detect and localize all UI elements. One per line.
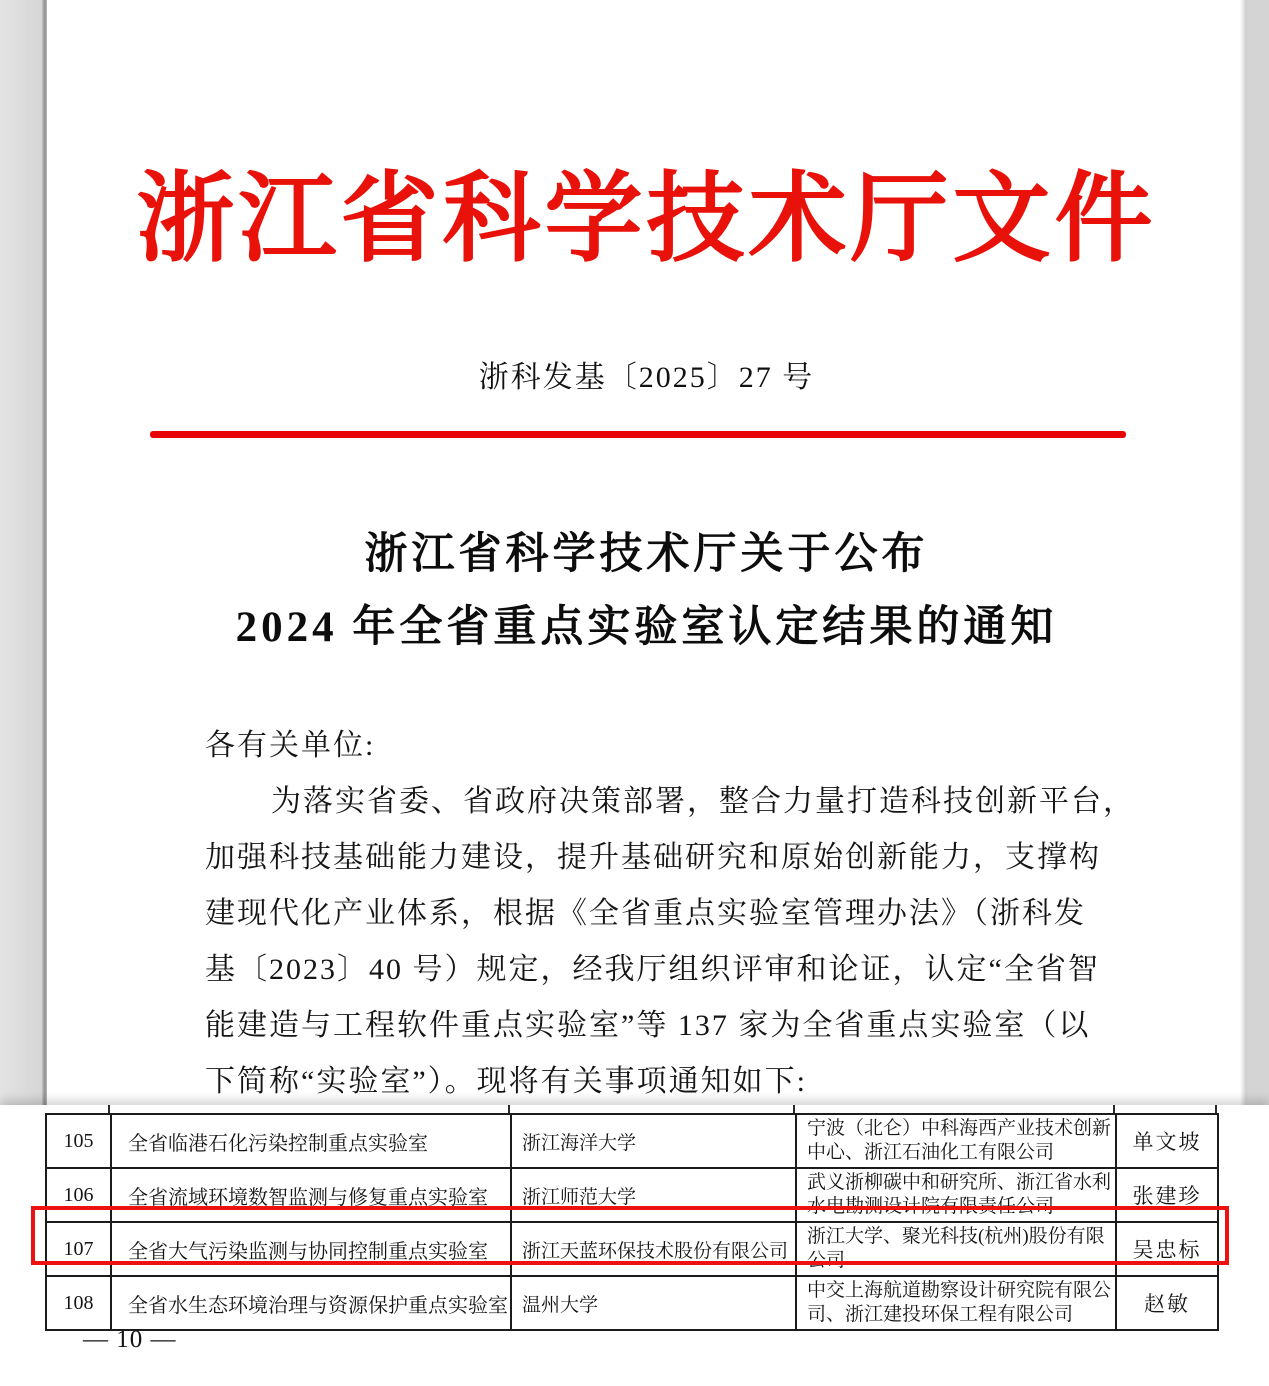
page-number: — 10 — [83,1326,177,1353]
desktop-margin-left [0,0,42,1108]
notice-headline [46,518,1247,664]
notice-headline-line1: 浙江省科学技术厅关于公布 [364,531,929,578]
table-row [46,1168,1218,1222]
cell-host-org: 浙江师范大学 [511,1168,796,1222]
salutation: 各有关单位: [205,729,376,762]
body-line: 基〔2023〕40 号）规定，经我厅组织评审和论证，认定“全省智 [205,953,1100,986]
body-line: 下简称“实验室”）。现将有关事项通知如下: [205,1065,807,1098]
cell-row-number: 106 [46,1168,111,1222]
body-line: 加强科技基础能力建设，提升基础研究和原始创新能力，支撑构 [205,841,1101,874]
cell-row-number: 105 [46,1114,111,1168]
cell-director: 赵敏 [1116,1276,1218,1330]
body-line: 能建造与工程软件重点实验室”等 137 家为全省重点实验室（以 [205,1009,1091,1042]
laboratory-table [45,1113,1219,1331]
cell-lab-name: 全省大气污染监测与协同控制重点实验室 [111,1222,511,1276]
cell-host-org: 温州大学 [511,1276,796,1330]
laboratory-table-section [0,1105,1269,1386]
cell-host-org: 浙江海洋大学 [511,1114,796,1168]
cell-partner-orgs: 宁波（北仑）中科海西产业技术创新中心、浙江石油化工有限公司 [796,1114,1116,1168]
cell-lab-name: 全省流域环境数智监测与修复重点实验室 [111,1168,511,1222]
table-row [46,1276,1218,1330]
cell-host-org: 浙江天蓝环保技术股份有限公司 [511,1222,796,1276]
cell-partner-orgs: 中交上海航道勘察设计研究院有限公司、浙江建投环保工程有限公司 [796,1276,1116,1330]
table-row [46,1114,1218,1168]
cell-director: 吴忠标 [1116,1222,1218,1276]
body-line: 建现代化产业体系，根据《全省重点实验室管理办法》（浙科发 [205,897,1086,930]
cell-director: 张建珍 [1116,1168,1218,1222]
desktop-margin-right [1247,0,1269,1108]
body-line: 为落实省委、省政府决策部署，整合力量打造科技创新平台， [271,785,1135,818]
cell-partner-orgs: 浙江大学、聚光科技(杭州)股份有限公司 [796,1222,1116,1276]
document-title: 浙江省科学技术厅文件 [136,166,1157,274]
cell-partner-orgs: 武义浙柳碳中和研究所、浙江省水利水电勘测设计院有限责任公司 [796,1168,1116,1222]
notice-body [205,718,1135,1110]
table-row-highlighted [46,1222,1218,1276]
document-number: 浙科发基〔2025〕27 号 [478,361,815,394]
cell-row-number: 107 [46,1222,111,1276]
cell-director: 单文坡 [1116,1114,1218,1168]
cell-row-number: 108 [46,1276,111,1330]
notice-headline-line2: 2024 年全省重点实验室认定结果的通知 [235,604,1058,651]
cell-lab-name: 全省水生态环境治理与资源保护重点实验室 [111,1276,511,1330]
cell-lab-name: 全省临港石化污染控制重点实验室 [111,1114,511,1168]
red-divider-line [150,431,1126,438]
